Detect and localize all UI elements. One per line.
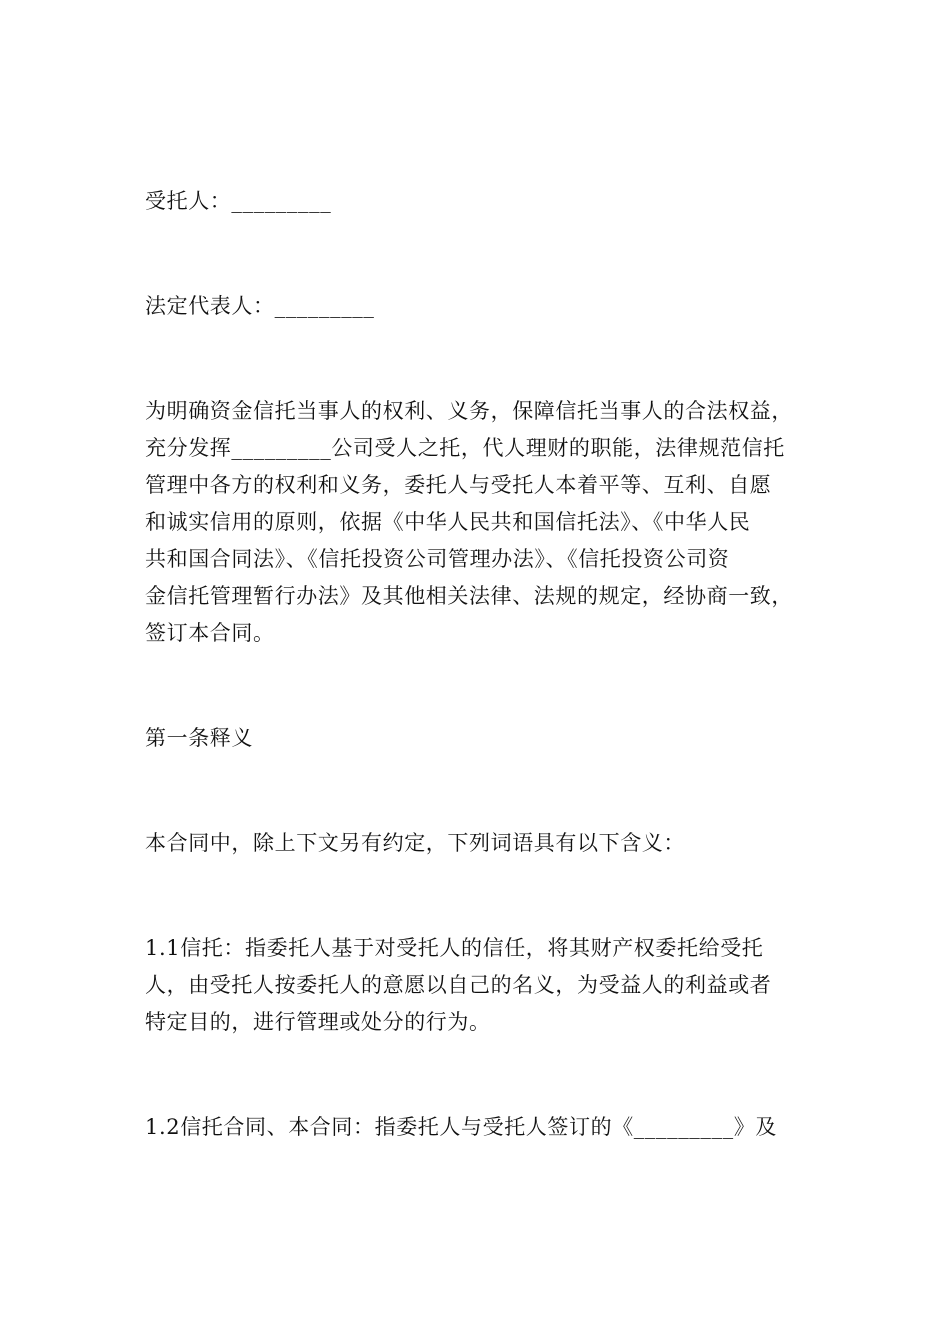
article-1-intro: 本合同中，除上下文另有约定，下列词语具有以下含义： xyxy=(145,831,685,855)
article-1-title: 第一条释义 xyxy=(145,726,253,750)
clause-1-2 xyxy=(145,1109,825,1146)
preamble-line: 共和国合同法》、《信托投资公司管理办法》、《信托投资公司资 xyxy=(145,547,730,571)
preamble-line: 和诚实信用的原则，依据《中华人民共和国信托法》、《中华人民 xyxy=(145,510,751,534)
clause-1-1 xyxy=(145,930,825,1041)
preamble-line: 金信托管理暂行办法》及其他相关法律、法规的规定，经协商一致， xyxy=(145,584,793,608)
preamble-line: 为明确资金信托当事人的权利、义务，保障信托当事人的合法权益， xyxy=(145,399,793,423)
clause-line: 1.2信托合同、本合同：指委托人与受托人签订的《_________》及 xyxy=(145,1115,777,1139)
legal-representative-line: 法定代表人：_________ xyxy=(145,294,375,318)
preamble-line: 管理中各方的权利和义务，委托人与受托人本着平等、互利、自愿 xyxy=(145,473,772,497)
clause-line: 人，由受托人按委托人的意愿以自己的名义，为受益人的利益或者 xyxy=(145,973,772,997)
document-body xyxy=(145,183,825,1146)
preamble-line: 签订本合同。 xyxy=(145,621,275,645)
preamble-paragraph xyxy=(145,393,825,652)
clause-line: 特定目的，进行管理或处分的行为。 xyxy=(145,1010,491,1034)
preamble-line: 充分发挥_________公司受人之托，代人理财的职能，法律规范信托 xyxy=(145,436,785,460)
clause-line: 1.1信托：指委托人基于对受托人的信任，将其财产权委托给受托 xyxy=(145,936,764,960)
trustee-line: 受托人：_________ xyxy=(145,189,332,213)
